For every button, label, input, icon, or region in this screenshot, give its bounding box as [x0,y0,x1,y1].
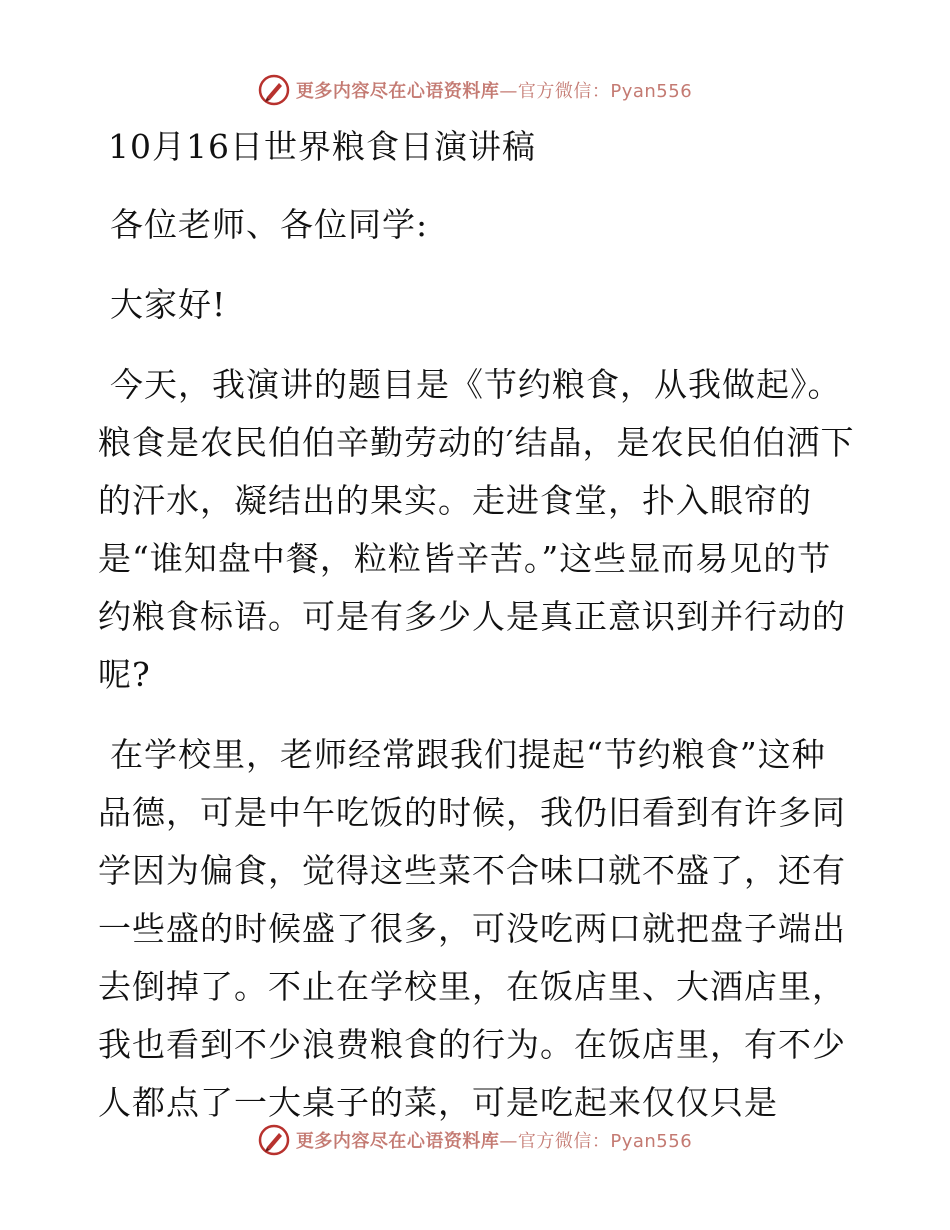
banner-dash: — [499,81,518,102]
banner-text [296,1127,692,1153]
wechat-id: Pyan556 [610,1131,693,1152]
greeting: 大家好! [110,285,227,324]
salutation: 各位老师、各位同学: [110,205,429,244]
document-body [98,118,858,1154]
wechat-label: 官方微信： [517,81,611,102]
document-title: 10月16日世界粮食日演讲稿 [108,127,536,166]
pen-logo-icon [258,1124,290,1156]
wechat-id: Pyan556 [610,81,693,102]
footer-watermark-banner [0,1120,950,1160]
paragraph: 在学校里，老师经常跟我们提起“节约粮食”这种品德，可是中午吃饭的时候，我仍旧看到有许多同学因为偏食，觉得这些菜不合味口就不盛了，还有一些盛的时候盛了很多，可没吃两口就把盘子端出去倒掉了。不止在学校里，在饭店里、大酒店里，我也看到不少浪费粮食的行为。在饭店里，有不少人都点了一大桌子的菜，可是吃起来仅仅只是 [98,735,846,1122]
wechat-label: 官方微信： [517,1131,611,1152]
paragraph: 今天，我演讲的题目是《节约粮食，从我做起》。粮食是农民伯伯辛勤劳动的′结晶，是农民伯伯洒下的汗水，凝结出的果实。走进食堂，扑入眼帘的是“谁知盘中餐，粒粒皆辛苦。”这些显而易见的节约粮食标语。可是有多少人是真正意识到并行动的呢? [98,365,855,694]
banner-text [296,77,692,103]
brand-text: 更多内容尽在心语资料库 [295,1131,500,1152]
brand-text: 更多内容尽在心语资料库 [295,81,500,102]
banner-dash: — [499,1131,518,1152]
pen-logo-icon [258,74,290,106]
header-watermark-banner [0,70,950,110]
